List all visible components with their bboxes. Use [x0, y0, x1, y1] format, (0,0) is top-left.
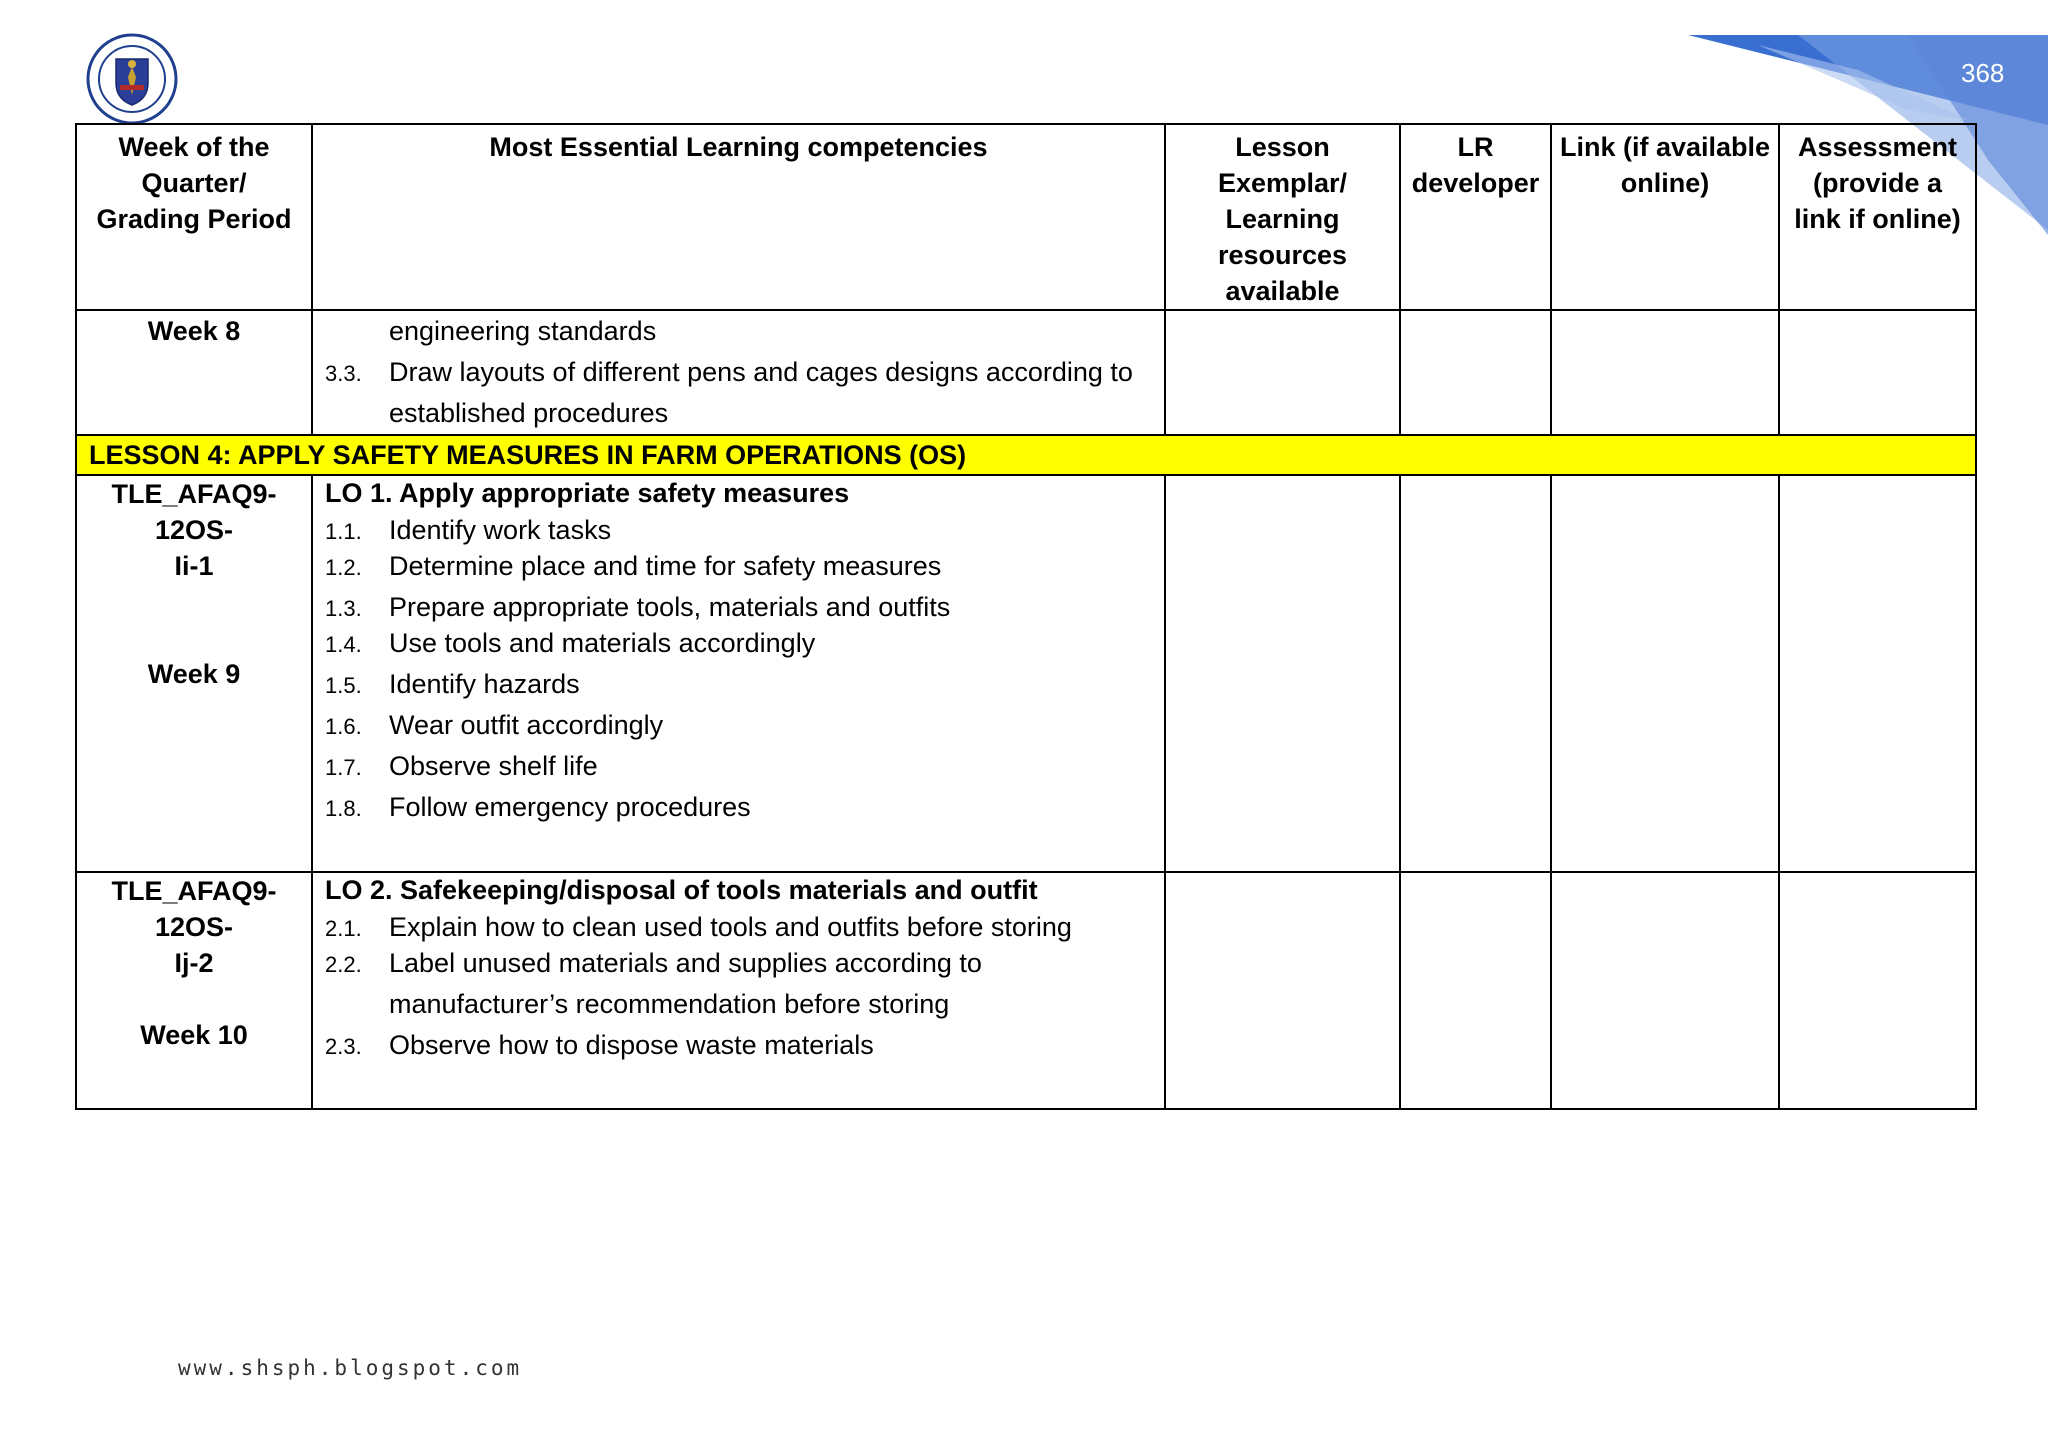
link-cell	[1551, 475, 1779, 872]
lesson-exemplar-cell	[1165, 475, 1400, 872]
page-number: 368	[1961, 58, 2005, 88]
link-cell	[1551, 872, 1779, 1109]
competency-table	[75, 123, 1977, 1110]
list-item: 1.8. Follow emergency procedures	[325, 792, 751, 822]
continuation-text: engineering standards	[389, 316, 657, 346]
list-item: 1.3. Prepare appropriate tools, materials and outfits	[325, 592, 951, 622]
lo-title: LO 1. Apply appropriate safety measures	[325, 478, 850, 508]
link-cell	[1551, 310, 1779, 435]
footer-url: www.shsph.blogspot.com	[178, 1356, 523, 1380]
list-item: 2.1. Explain how to clean used tools and outfits before storing	[325, 912, 1072, 942]
list-item: 2.2. Label unused materials and supplies according to	[325, 948, 982, 978]
lesson-exemplar-cell	[1165, 872, 1400, 1109]
lesson-heading-row	[76, 435, 1976, 475]
header-lr-developer: LR developer	[1400, 124, 1551, 310]
header-link: Link (if available online)	[1551, 124, 1779, 310]
header-week: Week of the Quarter/ Grading Period	[76, 124, 312, 310]
continuation-text: established procedures	[389, 398, 669, 428]
assessment-cell	[1779, 475, 1976, 872]
week-cell: Week 8	[76, 310, 312, 435]
continuation-text: manufacturer’s recommendation before storing	[389, 989, 950, 1019]
list-item: 1.6. Wear outfit accordingly	[325, 710, 664, 740]
list-item: 1.2. Determine place and time for safety measures	[325, 551, 942, 581]
lesson-heading: LESSON 4: APPLY SAFETY MEASURES IN FARM OPERATIONS (OS)	[76, 435, 1976, 475]
competency-cell	[312, 310, 1165, 435]
list-item: 2.3. Observe how to dispose waste materials	[325, 1030, 874, 1060]
table-row	[76, 475, 1976, 872]
assessment-cell	[1779, 310, 1976, 435]
list-item: 1.7. Observe shelf life	[325, 751, 598, 781]
assessment-cell	[1779, 872, 1976, 1109]
code-week-cell: TLE_AFAQ9- 12OS- Ij-2 Week 10	[76, 872, 312, 1109]
deped-seal-logo	[86, 33, 178, 125]
lr-developer-cell	[1400, 310, 1551, 435]
lesson-exemplar-cell	[1165, 310, 1400, 435]
header-lesson-exemplar: Lesson Exemplar/ Learning resources available	[1165, 124, 1400, 310]
header-row	[76, 124, 1976, 310]
list-item: 1.4. Use tools and materials accordingly	[325, 628, 816, 658]
competency-cell	[312, 475, 1165, 872]
lr-developer-cell	[1400, 872, 1551, 1109]
header-competencies: Most Essential Learning competencies	[312, 124, 1165, 310]
list-item: 3.3. Draw layouts of different pens and cages designs according to	[325, 357, 1133, 387]
table-row	[76, 872, 1976, 1109]
table-row	[76, 310, 1976, 435]
code-week-cell: TLE_AFAQ9- 12OS- Ii-1 Week 9	[76, 475, 312, 872]
lr-developer-cell	[1400, 475, 1551, 872]
competency-cell	[312, 872, 1165, 1109]
list-item: 1.5. Identify hazards	[325, 669, 580, 699]
header-assessment: Assessment (provide a link if online)	[1779, 124, 1976, 310]
list-item: 1.1. Identify work tasks	[325, 515, 612, 545]
lo-title: LO 2. Safekeeping/disposal of tools materials and outfit	[325, 875, 1038, 905]
